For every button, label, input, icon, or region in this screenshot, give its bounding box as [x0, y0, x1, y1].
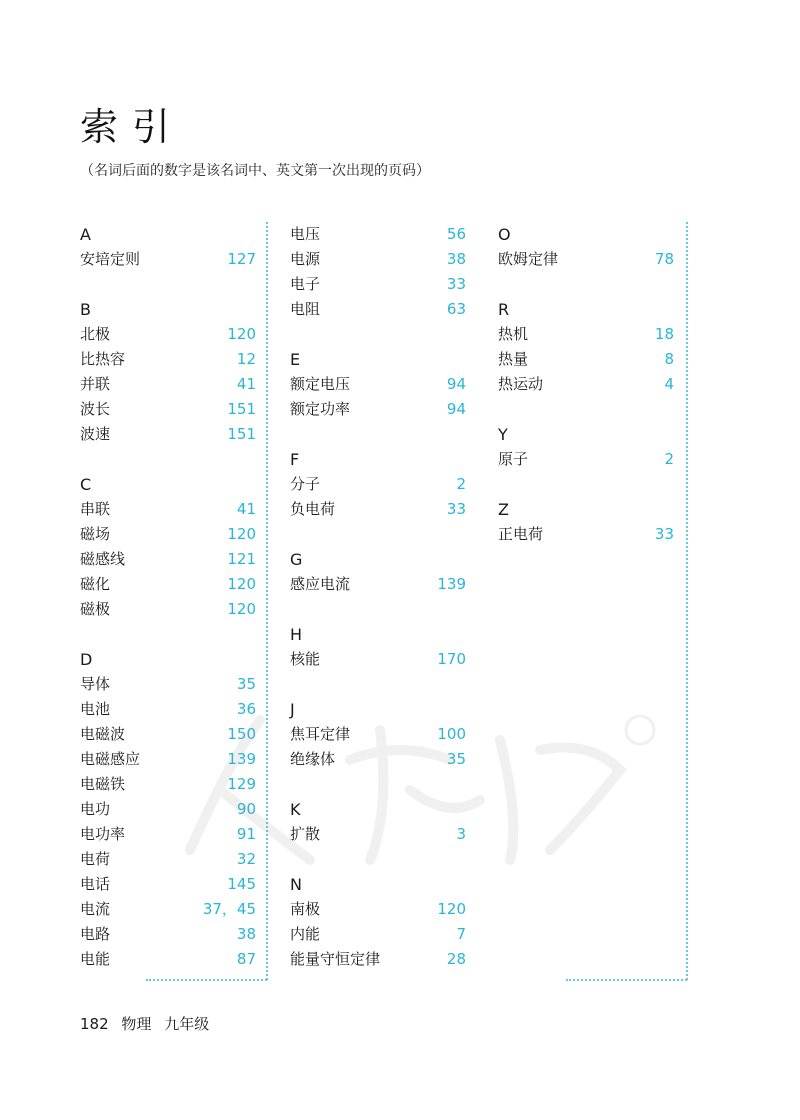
bottom-divider-2 — [566, 979, 687, 981]
index-entry — [80, 597, 256, 622]
index-page-number: 4 — [664, 375, 674, 393]
index-term: 安培定则 — [80, 250, 141, 268]
index-page-number: 18 — [654, 325, 674, 343]
page-subtitle: （名词后面的数字是该名词中、英文第一次出现的页码） — [80, 163, 430, 179]
index-page-number: 41 — [236, 375, 256, 393]
index-term: 电流 — [80, 900, 111, 918]
index-letter-heading: O — [498, 225, 511, 244]
index-entry — [498, 447, 674, 472]
index-term: 电功率 — [80, 825, 126, 843]
index-term: 波长 — [80, 400, 111, 418]
index-term: 电荷 — [80, 850, 111, 868]
index-page-number: 150 — [227, 725, 256, 743]
index-page-number: 127 — [227, 250, 256, 268]
index-entry — [498, 347, 674, 372]
index-page-number: 36 — [236, 700, 256, 718]
index-term: 焦耳定律 — [290, 725, 351, 743]
index-page-number: 129 — [227, 775, 256, 793]
index-term: 绝缘体 — [290, 750, 336, 768]
index-page-number: 8 — [664, 350, 674, 368]
index-entry — [498, 522, 674, 547]
index-page-number: 33 — [446, 500, 466, 518]
index-entry — [290, 372, 466, 397]
index-entry — [498, 247, 674, 272]
index-page-number: 3 — [456, 825, 466, 843]
index-group — [290, 347, 466, 422]
index-letter-heading: C — [80, 475, 92, 494]
index-term: 内能 — [290, 925, 321, 943]
index-term: 额定电压 — [290, 375, 351, 393]
index-entry — [80, 922, 256, 947]
index-page-number: 78 — [654, 250, 674, 268]
index-term: 正电荷 — [498, 525, 544, 543]
index-entry — [80, 322, 256, 347]
bottom-divider-1 — [146, 979, 267, 981]
index-entry — [290, 472, 466, 497]
index-term: 电路 — [80, 925, 111, 943]
index-letter-heading: D — [80, 650, 93, 669]
index-page-number: 94 — [446, 375, 466, 393]
index-group — [498, 297, 674, 397]
index-term: 额定功率 — [290, 400, 351, 418]
index-page-number: 35 — [446, 750, 466, 768]
index-page-number: 38 — [446, 250, 466, 268]
index-term: 磁极 — [80, 600, 111, 618]
index-page-number: 100 — [437, 725, 466, 743]
index-page-number: 170 — [437, 650, 466, 668]
index-page-number: 2 — [456, 475, 466, 493]
index-term: 电压 — [290, 225, 321, 243]
index-letter-heading: E — [290, 350, 301, 369]
index-entry — [80, 497, 256, 522]
footer-grade: 九年级 — [164, 1015, 210, 1033]
index-term: 并联 — [80, 375, 111, 393]
index-term: 核能 — [290, 650, 321, 668]
index-page-number: 120 — [227, 525, 256, 543]
index-term: 电磁感应 — [80, 750, 141, 768]
index-entry — [80, 347, 256, 372]
index-group — [290, 872, 466, 972]
index-page-number: 63 — [446, 300, 466, 318]
index-term: 磁感线 — [80, 550, 126, 568]
index-group — [80, 222, 256, 272]
index-entry — [80, 947, 256, 972]
index-term: 电磁铁 — [80, 775, 126, 793]
index-term: 热机 — [498, 325, 529, 343]
index-term: 电源 — [290, 250, 321, 268]
index-page-number: 32 — [236, 850, 256, 868]
publisher-watermark-logo — [150, 700, 670, 880]
index-column-3 — [498, 222, 674, 572]
index-page-number: 87 — [236, 950, 256, 968]
index-term: 电阻 — [290, 300, 321, 318]
index-page-number: 38 — [236, 925, 256, 943]
index-entry — [80, 247, 256, 272]
index-term: 南极 — [290, 900, 321, 918]
index-term: 感应电流 — [290, 575, 351, 593]
index-letter-heading: F — [290, 450, 300, 469]
index-term: 磁化 — [80, 575, 111, 593]
index-page-number: 56 — [446, 225, 466, 243]
index-term: 电话 — [80, 875, 111, 893]
index-term: 磁场 — [80, 525, 111, 543]
index-page-number: 37，45 — [202, 900, 256, 918]
index-entry — [290, 397, 466, 422]
index-entry — [290, 922, 466, 947]
index-term: 原子 — [498, 450, 529, 468]
index-term: 波速 — [80, 425, 111, 443]
index-group — [498, 422, 674, 472]
index-letter-heading: Z — [498, 500, 509, 519]
index-letter-heading: R — [498, 300, 510, 319]
index-entry — [80, 672, 256, 697]
index-letter-heading: N — [290, 875, 302, 894]
index-page-number: 120 — [227, 325, 256, 343]
index-page-number: 145 — [227, 875, 256, 893]
index-entry — [290, 247, 466, 272]
index-entry — [290, 947, 466, 972]
index-letter-heading: J — [290, 700, 295, 719]
index-letter-heading: A — [80, 225, 91, 244]
index-entry — [80, 572, 256, 597]
index-term: 电功 — [80, 800, 111, 818]
index-entry — [290, 297, 466, 322]
index-page-number: 120 — [227, 575, 256, 593]
index-term: 电子 — [290, 275, 321, 293]
index-page-number: 90 — [236, 800, 256, 818]
index-entry — [498, 322, 674, 347]
index-entry — [80, 397, 256, 422]
index-page-number: 120 — [437, 900, 466, 918]
index-group — [290, 547, 466, 597]
index-letter-heading: B — [80, 300, 91, 319]
index-term: 导体 — [80, 675, 111, 693]
index-term: 欧姆定律 — [498, 250, 559, 268]
index-term: 负电荷 — [290, 500, 336, 518]
index-page-number: 121 — [227, 550, 256, 568]
index-letter-heading: K — [290, 800, 301, 819]
index-term: 串联 — [80, 500, 111, 518]
index-entry — [290, 222, 466, 247]
index-group — [290, 222, 466, 322]
index-term: 分子 — [290, 475, 321, 493]
index-term: 电池 — [80, 700, 111, 718]
footer-page-number: 182 — [80, 1015, 109, 1033]
index-page-number: 120 — [227, 600, 256, 618]
index-term: 能量守恒定律 — [290, 950, 381, 968]
index-term: 热量 — [498, 350, 529, 368]
index-term: 扩散 — [290, 825, 321, 843]
index-column-2 — [290, 222, 466, 997]
index-page-number: 35 — [236, 675, 256, 693]
index-page-number: 28 — [446, 950, 466, 968]
index-entry — [290, 572, 466, 597]
index-page-number: 33 — [654, 525, 674, 543]
index-letter-heading: H — [290, 625, 303, 644]
index-letter-heading: Y — [498, 425, 508, 444]
index-term: 比热容 — [80, 350, 126, 368]
footer-subject: 物理 — [121, 1015, 152, 1033]
index-page-number: 151 — [227, 425, 256, 443]
index-group — [498, 222, 674, 272]
index-entry — [290, 272, 466, 297]
index-group — [498, 497, 674, 547]
index-page-number: 139 — [227, 750, 256, 768]
index-page-number: 91 — [236, 825, 256, 843]
index-page-number: 94 — [446, 400, 466, 418]
index-entry — [290, 497, 466, 522]
index-group — [290, 622, 466, 672]
index-entry — [290, 647, 466, 672]
index-entry — [290, 897, 466, 922]
index-group — [80, 472, 256, 622]
index-page-number: 139 — [437, 575, 466, 593]
index-entry — [80, 372, 256, 397]
index-term: 电磁波 — [80, 725, 126, 743]
page-title: 索引 — [80, 105, 185, 149]
index-group — [80, 297, 256, 447]
index-entry — [80, 522, 256, 547]
index-page-number: 33 — [446, 275, 466, 293]
index-letter-heading: G — [290, 550, 303, 569]
index-page-number: 7 — [456, 925, 466, 943]
column-divider-2 — [686, 222, 688, 980]
index-page-number: 12 — [236, 350, 256, 368]
index-entry — [80, 897, 256, 922]
index-column-1 — [80, 222, 256, 997]
index-term: 电能 — [80, 950, 111, 968]
index-page-number: 2 — [664, 450, 674, 468]
index-group — [290, 447, 466, 522]
index-entry — [498, 372, 674, 397]
index-page-number: 151 — [227, 400, 256, 418]
index-term: 北极 — [80, 325, 111, 343]
index-term: 热运动 — [498, 375, 544, 393]
index-entry — [80, 422, 256, 447]
index-page-number: 41 — [236, 500, 256, 518]
page-footer — [80, 1013, 217, 1034]
index-entry — [80, 547, 256, 572]
